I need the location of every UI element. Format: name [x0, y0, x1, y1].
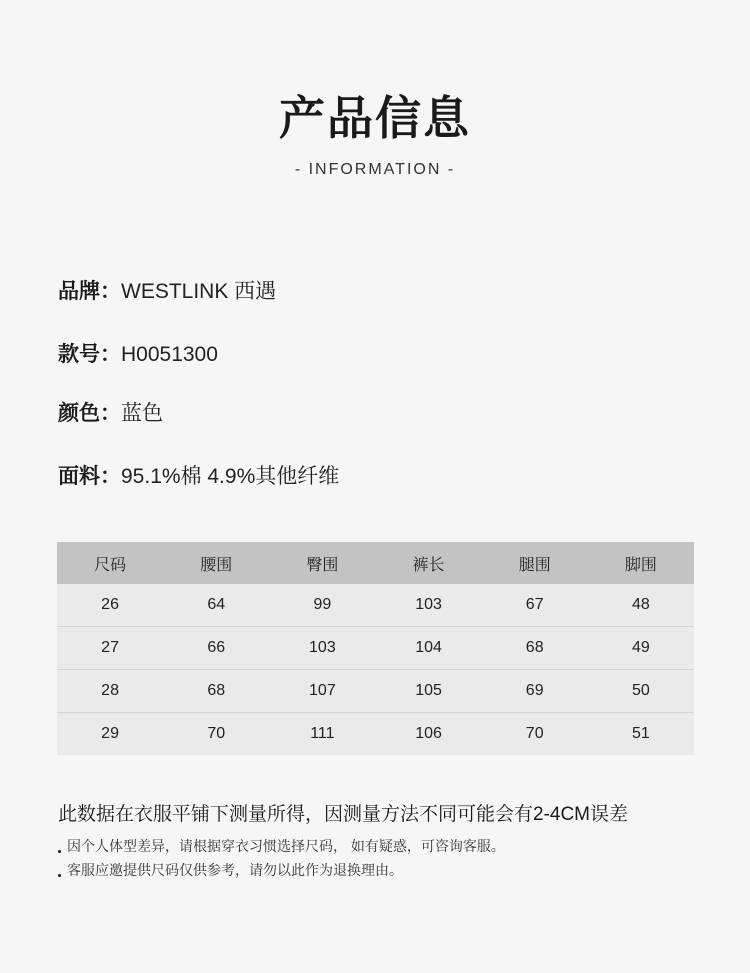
info-style-number [58, 341, 218, 369]
info-brand-label: 品牌： [58, 280, 121, 303]
header-hem: 脚围 [588, 542, 694, 584]
table-cell: 67 [482, 584, 588, 627]
table-cell: 68 [163, 670, 269, 713]
table-cell: 68 [482, 627, 588, 670]
table-cell: 50 [588, 670, 694, 713]
info-fabric-value: 95.1%棉 4.9%其他纤维 [121, 465, 340, 488]
table-row [57, 713, 694, 756]
table-cell: 26 [57, 584, 163, 627]
header-length: 裤长 [375, 542, 481, 584]
table-row [57, 670, 694, 713]
info-color [58, 400, 163, 428]
bullet-icon [58, 850, 61, 853]
size-table-header-row [57, 542, 694, 584]
table-row [57, 627, 694, 670]
info-style-number-label: 款号： [58, 343, 121, 366]
table-row [57, 584, 694, 627]
table-cell: 70 [163, 713, 269, 756]
table-cell: 70 [482, 713, 588, 756]
table-cell: 64 [163, 584, 269, 627]
note-item-text: 客服应邀提供尺码仅供参考，请勿以此作为退换理由。 [67, 862, 403, 878]
info-style-number-value: H0051300 [121, 343, 218, 366]
header-waist: 腰围 [163, 542, 269, 584]
table-cell: 99 [269, 584, 375, 627]
page-subtitle: - INFORMATION - [294, 161, 456, 178]
table-cell: 29 [57, 713, 163, 756]
table-cell: 27 [57, 627, 163, 670]
table-cell: 111 [269, 713, 375, 756]
table-cell: 66 [163, 627, 269, 670]
info-color-value: 蓝色 [121, 402, 163, 425]
info-brand [58, 278, 276, 306]
table-cell: 105 [375, 670, 481, 713]
note-item-text: 因个人体型差异，请根据穿衣习惯选择尺码， 如有疑惑，可咨询客服。 [67, 838, 505, 854]
note-item [58, 860, 403, 880]
info-fabric-label: 面料： [58, 465, 121, 488]
page-title: 产品信息 [279, 92, 471, 144]
measurement-note: 此数据在衣服平铺下测量所得，因测量方法不同可能会有2-4CM误差 [58, 804, 629, 825]
info-fabric [58, 463, 339, 491]
header-hip: 臀围 [269, 542, 375, 584]
table-cell: 104 [375, 627, 481, 670]
table-cell: 51 [588, 713, 694, 756]
bullet-icon [58, 874, 61, 877]
info-brand-value: WESTLINK 西遇 [121, 280, 277, 303]
table-cell: 49 [588, 627, 694, 670]
table-cell: 48 [588, 584, 694, 627]
table-cell: 107 [269, 670, 375, 713]
header-size: 尺码 [57, 542, 163, 584]
table-cell: 106 [375, 713, 481, 756]
table-cell: 69 [482, 670, 588, 713]
table-cell: 103 [269, 627, 375, 670]
info-color-label: 颜色： [58, 402, 121, 425]
size-table [57, 542, 694, 755]
table-cell: 28 [57, 670, 163, 713]
note-item [58, 836, 505, 856]
header-thigh: 腿围 [482, 542, 588, 584]
table-cell: 103 [375, 584, 481, 627]
